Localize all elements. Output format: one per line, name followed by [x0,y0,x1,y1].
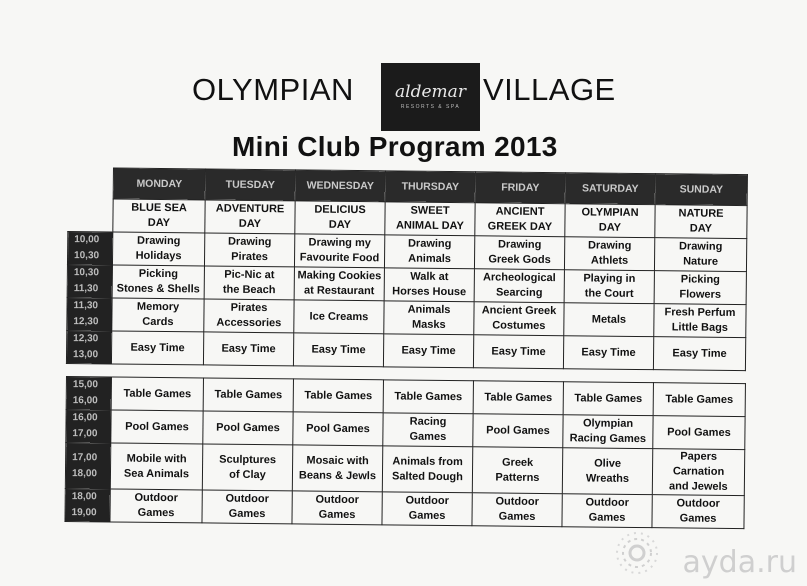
cell-text-line: 18,00 [71,467,98,479]
cell-text-line: Outdoor [134,491,178,505]
cell-text-line: OLYMPIAN [581,206,639,219]
activity-cell [564,270,654,304]
schedule-row [65,488,744,528]
theme-row-blank [68,199,113,232]
cell-text-line: 11,30 [73,300,99,312]
cell-text-line: BLUE SEA [131,201,187,215]
cell-text-line: DAY [689,222,713,235]
activity-cell [111,410,203,444]
activity-cell [110,443,202,490]
day-header: WEDNESDAY [295,170,385,202]
activity-cell [202,490,292,524]
activity-cell [474,236,564,270]
cell-text-line: Games [679,512,717,525]
morning-schedule-table [66,167,748,371]
time-cell [66,410,111,443]
logo-script-text: aldemar [395,82,466,102]
cell-text-line: Pool Games [125,420,189,433]
cell-text-line: DELICIUS [314,203,366,217]
activity-cell [473,381,563,415]
activity-cell [563,336,653,370]
cell-text-line: of Clay [229,468,266,481]
day-header: THURSDAY [385,171,475,203]
theme-cell [295,201,385,235]
cell-text-line: the Beach [222,283,276,297]
cell-text-line: Ancient Greek [481,304,557,318]
cell-text-line: Drawing [136,234,181,248]
cell-text-line: 10,00 [74,234,100,246]
logo-subtext: RESORTS & SPA [400,104,461,110]
watermark: ayda.ru [682,545,797,580]
cell-text-line: Table Games [214,388,283,401]
cell-text-line: 18,00 [71,491,97,503]
cell-text-line: Pool Games [216,421,280,434]
cell-text-line: Table Games [304,388,373,402]
time-cell [67,297,112,330]
sun-logo-icon [614,530,660,576]
cell-text-line: Drawing [227,235,272,249]
cell-text-line: Easy Time [581,345,636,359]
cell-text-line: Games [137,506,175,520]
cell-text-line: 19,00 [71,507,97,519]
cell-text-line: Picking [138,267,179,281]
cell-text-line: Masks [411,318,446,331]
activity-cell [563,415,653,449]
cell-text-line: Drawing [587,239,632,252]
cell-text-line: Table Games [484,390,553,404]
activity-cell [110,489,202,523]
cell-text-line: 12,30 [73,333,99,345]
cell-text-line: Outdoor [315,493,359,507]
cell-text-line: Racing [409,415,447,428]
activity-cell [472,447,562,494]
activity-cell [203,332,293,366]
cell-text-line: Easy Time [491,344,546,358]
activity-cell [474,302,564,336]
cell-text-line: Cards [142,315,174,329]
activity-cell [564,303,654,337]
cell-text-line: Easy Time [401,344,456,357]
cell-text-line: Games [498,510,536,523]
cell-text-line: Horses House [392,285,467,299]
cell-text-line: Table Games [394,389,463,403]
cell-text-line: Games [408,509,446,522]
header-word-village: VILLAGE [483,72,616,107]
cell-text-line: Easy Time [221,342,276,355]
theme-cell [475,203,565,237]
cell-text-line: Animals [407,303,451,317]
activity-cell [292,491,382,525]
cell-text-line: Games [588,511,626,524]
cell-text-line: Mosaic with [306,454,369,467]
cell-text-line: Pool Games [667,425,731,439]
cell-text-line: Making Cookies [297,269,382,283]
cell-text-line: Archeological [482,271,556,285]
cell-text-line: Pirates [231,250,268,264]
cell-text-line: Pool Games [486,423,550,437]
cell-text-line: and Jewels [668,480,728,493]
cell-text-line: Pirates [230,301,268,315]
activity-cell [203,411,293,445]
cell-text-line: Searcing [495,286,543,299]
aldemar-logo [381,63,480,131]
cell-text-line: Table Games [574,391,643,405]
activity-cell [563,382,653,416]
cell-text-line: Sculptures [219,453,277,466]
activity-cell [384,268,474,302]
cell-text-line: Little Bags [671,321,729,334]
activity-cell [294,234,384,268]
cell-text-line: Easy Time [672,346,727,360]
day-header: SATURDAY [565,173,655,205]
cell-text-line: at Restaurant [304,284,375,298]
cell-text-line: Outdoor [495,495,539,508]
activity-cell [382,492,472,526]
time-cell [67,232,112,265]
activity-cell [564,237,654,271]
activity-cell [383,413,473,447]
activity-cell [294,267,384,301]
activity-cell [293,412,383,446]
cell-text-line: Wreaths [585,471,630,485]
cell-text-line: Pic-Nic at [224,268,275,282]
activity-cell [202,444,292,491]
day-header: MONDAY [113,168,205,200]
cell-text-line: Pool Games [306,422,370,435]
activity-cell [653,337,745,371]
activity-cell [384,235,474,269]
cell-text-line: ANCIENT [495,205,545,218]
activity-cell [472,493,562,527]
cell-text-line: Drawing [678,240,723,253]
program-title: Mini Club Program 2013 [232,131,558,162]
activity-cell [112,265,204,299]
schedule-row [66,330,745,370]
cell-text-line: Mobile with [126,452,187,465]
cell-text-line: GREEK DAY [487,220,553,234]
cell-text-line: Sea Animals [123,467,190,480]
activity-cell [654,238,746,272]
activity-cell [111,377,203,411]
cell-text-line: Games [409,430,447,443]
time-cell [67,264,112,297]
cell-text-line: DAY [328,218,352,231]
cell-text-line: Drawing [407,237,452,251]
activity-cell [653,383,745,417]
activity-cell [112,298,204,332]
activity-cell [293,333,383,367]
activity-cell [562,448,652,495]
activity-cell [384,301,474,335]
cell-text-line: Accessories [216,316,282,330]
cell-text-line: Olive [594,457,622,470]
activity-cell [112,232,204,266]
cell-text-line: 10,30 [73,267,99,279]
cell-text-line: 10,30 [74,250,100,262]
time-cell [66,330,111,363]
cell-text-line: the Court [584,287,634,300]
cell-text-line: 15,00 [72,379,98,391]
activity-cell [653,416,745,450]
theme-cell [565,204,655,238]
cell-text-line: Outdoor [676,497,720,510]
activity-cell [204,299,294,333]
cell-text-line: Patterns [495,471,540,484]
time-cell [65,488,110,521]
cell-text-line: 17,00 [72,428,98,440]
cell-text-line: Greek [501,456,534,469]
cell-text-line: 17,00 [72,451,98,463]
cell-text-line: Metals [591,312,627,326]
cell-text-line: Flowers [679,288,722,301]
cell-text-line: Costumes [492,319,546,333]
cell-text-line: ANIMAL DAY [395,219,464,233]
cell-text-line: 11,30 [73,283,99,295]
cell-text-line: Favourite Food [299,251,380,265]
header-word-olympian: OLYMPIAN [192,72,354,107]
cell-text-line: Drawing [497,238,542,251]
afternoon-schedule-table [64,376,745,529]
schedule-row [65,443,744,496]
cell-text-line: ADVENTURE [215,202,285,216]
cell-text-line: DAY [147,216,171,230]
cell-text-line: Holidays [135,249,182,263]
corner-cell [68,168,113,199]
activity-cell [203,378,293,412]
cell-text-line: 13,00 [72,349,99,361]
cell-text-line: Easy Time [130,341,185,354]
time-cell [65,443,110,489]
cell-text-line: Stones & Shells [116,282,200,296]
cell-text-line: DAY [598,221,622,234]
activity-cell [382,446,472,493]
cell-text-line: NATURE [678,207,724,220]
cell-text-line: Games [228,507,266,521]
activity-cell [294,300,384,334]
activity-cell [474,269,564,303]
day-header: SUNDAY [655,174,747,206]
theme-cell [205,200,295,234]
activity-cell [654,304,746,338]
activity-cell [204,266,294,300]
cell-text-line: 16,00 [72,395,98,407]
cell-text-line: Greek Gods [488,253,551,267]
cell-text-line: DAY [238,217,262,231]
cell-text-line: Salted Dough [391,469,463,483]
cell-text-line: Picking [680,273,720,286]
cell-text-line: 16,00 [72,412,98,424]
cell-text-line: Outdoor [405,494,449,508]
cell-text-line: Memory [136,300,180,314]
theme-cell [655,205,747,239]
theme-cell [385,202,475,236]
activity-cell [383,380,473,414]
cell-text-line: Ice Creams [309,310,369,323]
cell-text-line: Papers Carnation [672,450,725,478]
cell-text-line: Walk at [410,270,449,283]
activity-cell [654,271,746,305]
activity-cell [111,331,203,365]
cell-text-line: Animals from [392,454,463,468]
cell-text-line: Table Games [123,387,192,400]
cell-text-line: Olympian [582,417,634,430]
cell-text-line: Outdoor [225,492,269,506]
cell-text-line: Beans & Jewls [298,468,377,482]
activity-cell [292,445,382,492]
time-cell [66,377,111,410]
cell-text-line: Outdoor [585,496,629,509]
day-header: TUESDAY [205,169,295,201]
activity-cell [383,334,473,368]
cell-text-line: Fresh Perfum [664,306,736,319]
theme-cell [113,199,205,233]
cell-text-line: Animals [408,252,452,266]
activity-cell [562,494,652,528]
cell-text-line: 12,30 [73,316,99,328]
cell-text-line: Easy Time [311,343,366,356]
day-header: FRIDAY [475,172,565,204]
cell-text-line: Games [318,508,356,522]
cell-text-line: Table Games [665,392,734,406]
cell-text-line: SWEET [410,204,450,217]
cell-text-line: Nature [683,255,719,268]
activity-cell [652,449,744,496]
cell-text-line: Athlets [590,254,629,267]
activity-cell [652,495,744,529]
activity-cell [473,335,563,369]
cell-text-line: Drawing my [308,236,371,250]
cell-text-line: Playing in [583,272,636,285]
cell-text-line: Racing Games [569,432,647,446]
activity-cell [204,233,294,267]
activity-cell [473,414,563,448]
activity-cell [293,379,383,413]
